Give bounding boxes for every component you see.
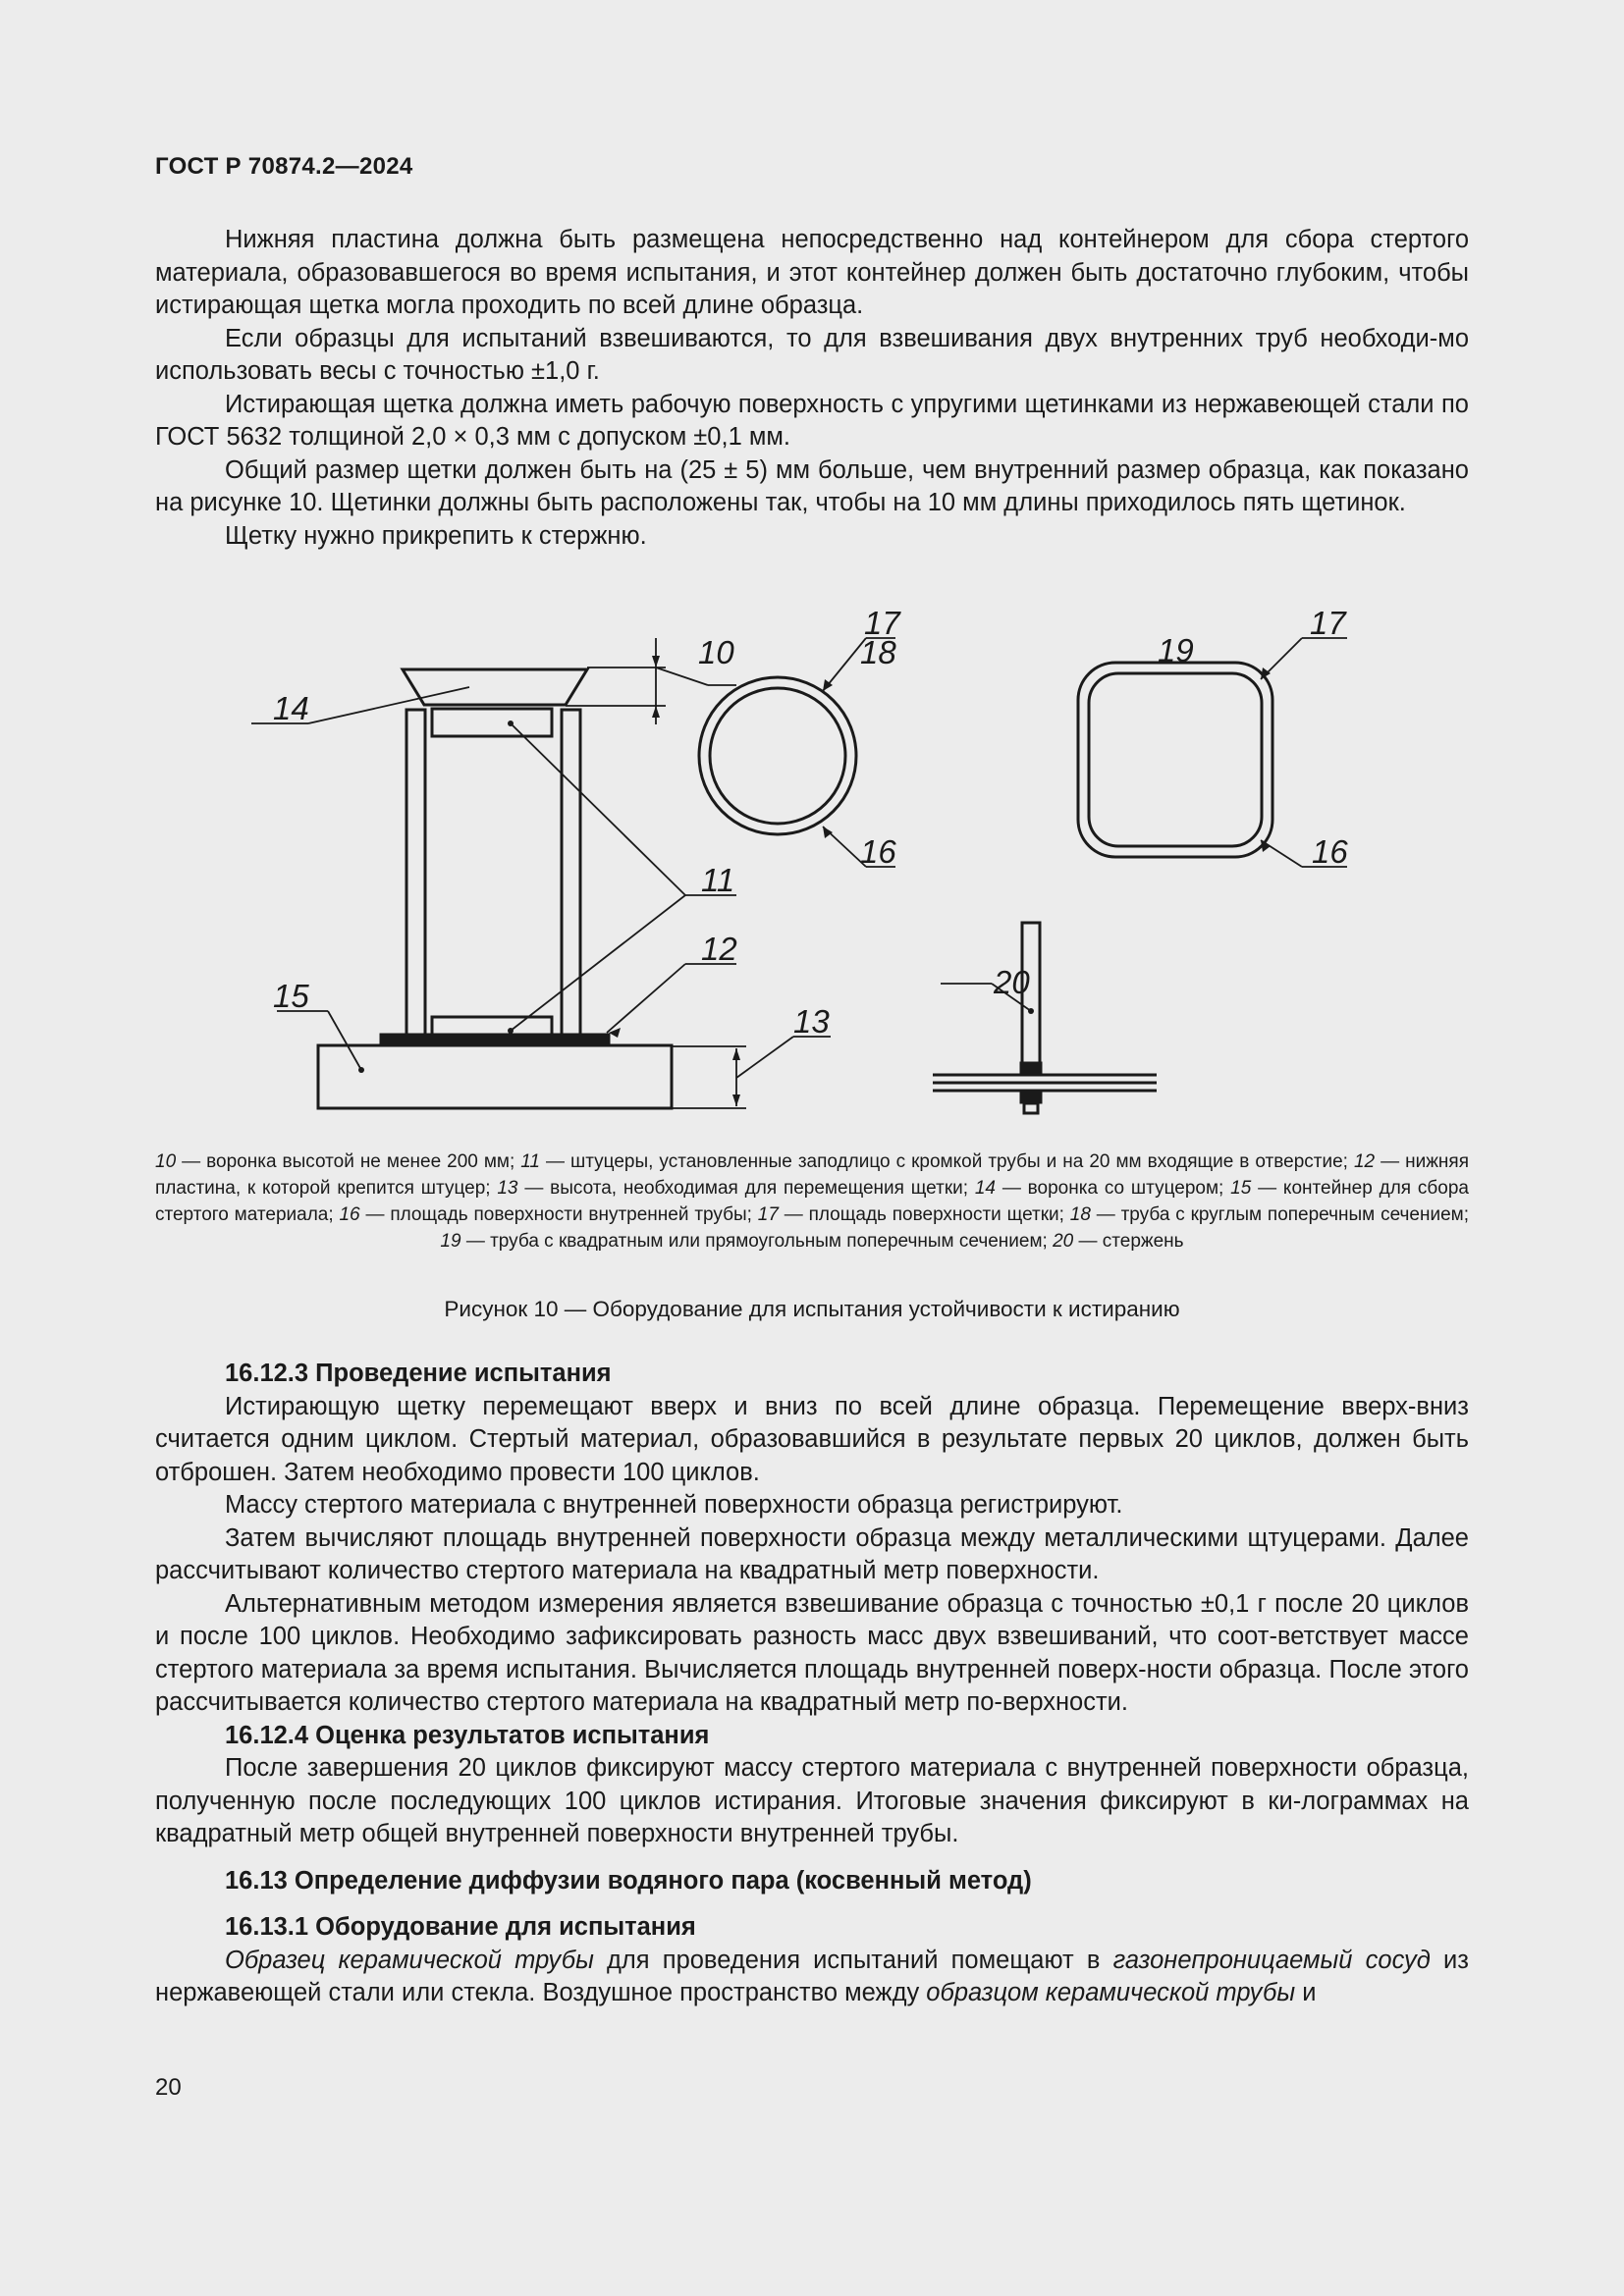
legend-number: 15: [1230, 1178, 1252, 1199]
round-tube-outer: [699, 677, 856, 834]
legend-number: 12: [1353, 1151, 1376, 1172]
label-10: 10: [698, 634, 734, 670]
paragraph: Истирающую щетку перемещают вверх и вниз по всей длине образца. Перемещение вверх-вниз считается одним циклом. Стертый материал, образовавшийся в результате первых 20 циклов, должен быть отброшен. Затем необходимо провести 100 циклов.: [155, 1392, 1469, 1486]
square-tube-outer: [1078, 663, 1272, 857]
square-tube-inner: [1089, 673, 1262, 846]
legend-number: 18: [1069, 1204, 1091, 1225]
paragraph: После завершения 20 циклов фиксируют массу стертого материала с внутренней поверхности образца, полученную после последующих 100 циклов истирания. Итоговые значения фиксируют в ки-лограммах на квадратный метр общей внутренней поверхности внутренней трубы.: [155, 1754, 1469, 1847]
plate-12: [381, 1035, 609, 1045]
label-19: 19: [1158, 632, 1194, 668]
legend-text: — стержень: [1073, 1231, 1184, 1252]
paragraph: Альтернативным методом измерения является взвешивание образца с точностью ±0,1 г после 20 циклов и после 100 циклов. Необходимо зафиксировать разность масс двух взвешиваний, что соот-ветствует массе стертого материала за время испытания. Вычисляется площадь внутренней поверх-ности образца. После этого рассчитывается количество стертого материала на квадратный метр по-верхности.: [155, 1589, 1469, 1716]
legend-text: — штуцеры, установленные заподлицо с кромкой трубы и на 20 мм входящие в отверстие;: [540, 1151, 1354, 1172]
paragraph: Если образцы для испытаний взвешиваются, то для взвешивания двух внутренних труб необходи-мо использовать весы с точностью ±1,0 г.: [155, 324, 1469, 385]
document-header: ГОСТ Р 70874.2—2024: [155, 153, 413, 180]
text-run: для проведения испытаний помещают в: [593, 1946, 1113, 1974]
label-13: 13: [793, 1003, 830, 1040]
legend-number: 10: [155, 1151, 177, 1172]
legend-text: — труба с квадратным или прямоугольным поперечным сечением;: [460, 1231, 1054, 1252]
italic-term: Образец керамической трубы: [225, 1946, 594, 1974]
legend-number: 19: [440, 1231, 461, 1252]
rod-clamp-bottom: [1021, 1093, 1041, 1102]
label-11: 11: [701, 862, 735, 898]
italic-term: газонепроницаемый сосуд: [1112, 1946, 1431, 1974]
label-20: 20: [994, 964, 1030, 1000]
label-18: 18: [860, 634, 896, 670]
text-run: и: [1295, 1979, 1317, 2006]
section-heading: 16.13 Определение диффузии водяного пара (косвенный метод): [225, 1866, 1032, 1895]
equipment-drawing: [155, 609, 1471, 1119]
label-12: 12: [701, 931, 737, 967]
paragraph: [155, 1945, 1469, 2010]
legend-text: — нижняя пластина, к которой крепится штуцер;: [155, 1151, 1469, 1199]
legend-text: — труба с круглым поперечным сечением;: [1090, 1204, 1469, 1225]
nozzle-bottom: [432, 1017, 552, 1035]
label-16-round: 16: [860, 833, 896, 870]
legend-text: — воронка высотой не менее 200 мм;: [176, 1151, 521, 1172]
paragraph: Истирающая щетка должна иметь рабочую поверхность с упругими щетинками из нержавеющей стали по ГОСТ 5632 толщиной 2,0 × 0,3 мм с допуском ±0,1 мм.: [155, 390, 1469, 451]
legend-text: — площадь поверхности внутренней трубы;: [359, 1204, 758, 1225]
paragraph: Нижняя пластина должна быть размещена непосредственно над контейнером для сбора стертого материала, образовавшегося во время испытания, и этот контейнер должен быть достаточно глубоким, чтобы истирающая щетка могла проходить по всей длине образца.: [155, 226, 1469, 319]
legend-number: 17: [757, 1204, 779, 1225]
tube-wall-right: [562, 710, 580, 1035]
rod-clamp-top: [1021, 1063, 1041, 1073]
legend-number: 20: [1053, 1231, 1074, 1252]
section-heading: 16.12.3 Проведение испытания: [225, 1360, 612, 1387]
paragraph: Массу стертого материала с внутренней поверхности образца регистрируют.: [225, 1491, 1123, 1519]
test-procedure-text: [155, 1358, 1469, 2010]
round-tube-inner: [710, 688, 845, 824]
tube-wall-left: [406, 710, 425, 1035]
legend-number: 13: [497, 1178, 518, 1199]
legend-number: 14: [974, 1178, 996, 1199]
label-17-square: 17: [1310, 609, 1346, 641]
label-17-round: 17: [864, 609, 900, 641]
legend-number: 11: [520, 1151, 540, 1172]
text-run: из нержавеющей стали или стекла. Воздушное пространство между: [155, 1946, 1469, 2006]
section-heading: 16.13.1 Оборудование для испытания: [225, 1913, 696, 1941]
legend-text: — площадь поверхности щетки;: [778, 1204, 1070, 1225]
page-number: 20: [155, 2074, 182, 2101]
rod-tip: [1024, 1103, 1038, 1113]
legend-text: — высота, необходимая для перемещения щетки;: [517, 1178, 975, 1199]
figure-caption: Рисунок 10 — Оборудование для испытания устойчивости к истиранию: [444, 1297, 1180, 1321]
container-15: [318, 1045, 672, 1108]
label-14: 14: [273, 690, 309, 726]
label-16-square: 16: [1312, 833, 1348, 870]
funnel-14: [403, 669, 587, 705]
nozzle-top: [432, 709, 552, 736]
paragraph: Общий размер щетки должен быть на (25 ± 5) мм больше, чем внутренний размер образца, как показано на рисунке 10. Щетинки должны быть расположены так, чтобы на 10 мм длины приходилось пять щетинок.: [155, 455, 1469, 516]
label-15: 15: [273, 978, 309, 1014]
paragraph: Затем вычисляют площадь внутренней поверхности образца между металлическими щтуцерами. Далее рассчитывают количество стертого материала на квадратный метр поверхности.: [155, 1523, 1469, 1584]
intro-text: [155, 224, 1469, 553]
paragraph: Щетку нужно прикрепить к стержню.: [225, 521, 647, 550]
section-heading: 16.12.4 Оценка результатов испытания: [225, 1721, 710, 1749]
italic-term: образцом керамической трубы: [926, 1979, 1296, 2006]
figure-legend: [155, 1148, 1469, 1255]
legend-text: — воронка со штуцером;: [996, 1178, 1231, 1199]
legend-text: — контейнер для сбора стертого материала;: [155, 1178, 1469, 1225]
legend-number: 16: [339, 1204, 360, 1225]
figure-10: [155, 609, 1471, 1119]
